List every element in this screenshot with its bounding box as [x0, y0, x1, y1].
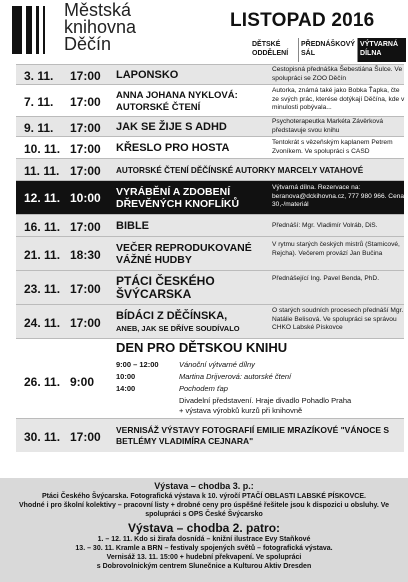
event-time: 17:00 — [70, 282, 101, 296]
event-date: 16. 11. — [24, 220, 61, 234]
event-time: 17:00 — [70, 69, 101, 83]
event-note: Tentokrát s vězeňským kaplanem Petrem Zvoníkem. Ve spolupráci s CASD — [272, 139, 393, 155]
schedule-time: 14:00 — [116, 384, 136, 393]
event-time: 9:00 — [70, 375, 95, 389]
library-name — [64, 2, 136, 53]
exhibition-text: Vernisáž 13. 11. 15:00 + hudební překvapení. Ve spolupráci — [106, 554, 302, 561]
event-time: 17:00 — [70, 95, 101, 109]
event-row — [16, 270, 404, 304]
event-row — [16, 304, 404, 338]
event-title: LAPONSKO — [116, 69, 179, 81]
header — [0, 0, 408, 64]
event-title: BIBLE — [116, 220, 149, 232]
exhibition-heading-3rd-floor: Výstava – chodba 3. p.: — [154, 481, 254, 491]
event-date: 23. 11. — [24, 282, 61, 296]
event-title: JAK SE ŽIJE S ADHD — [116, 121, 227, 133]
event-row-children-day — [16, 338, 404, 418]
event-row — [16, 418, 404, 452]
event-time: 17:00 — [70, 316, 101, 330]
event-date: 10. 11. — [24, 142, 61, 156]
event-date: 24. 11. — [24, 316, 61, 330]
schedule-item: Martina Drijverová: autorské čtení — [179, 372, 292, 381]
event-row — [16, 214, 404, 236]
legend-childrens-department: DĚTSKÉ ODDĚLENÍ — [252, 41, 289, 57]
event-title — [116, 310, 240, 335]
event-subtitle: ANEB, JAK SE DŘÍVE SOUDÍVALO — [116, 324, 240, 333]
schedule-item: Vánoční výtvarné dílny — [179, 360, 255, 369]
event-time: 17:00 — [70, 142, 101, 156]
library-name-line-1: Městská — [64, 0, 132, 20]
library-name-line-2: knihovna — [64, 17, 137, 37]
exhibitions-footer — [0, 478, 408, 582]
exhibition-text: Vhodné i pro školní kolektivy – pracovní listy + drobné ceny pro úspěšné řešitele jsou k dispozici u obsluhy. Ve spolupráci s OPS České Švýcarsko — [18, 502, 389, 518]
legend-art-workshop: VÝTVARNÁ DÍLNA — [357, 38, 406, 62]
department-legend — [250, 38, 406, 62]
event-date: 21. 11. — [24, 248, 61, 262]
event-date: 12. 11. — [24, 191, 61, 205]
schedule-time: 9:00 – 12:00 — [116, 360, 159, 369]
event-title: KŘESLO PRO HOSTA — [116, 142, 230, 154]
exhibition-text: 1. – 12. 11. Kdo si žirafa dosnídá – knižní ilustrace Evy Staňkové — [97, 536, 311, 543]
event-time: 10:00 — [70, 191, 101, 205]
event-title: VERNISÁŽ VÝSTAVY FOTOGRAFIÍ EMILIE MRAZÍKOVÉ "VÁNOCE S BETLÉMY VLADIMÍRA CEJNARA" — [116, 425, 390, 446]
schedule-item: Pochodem ťap — [179, 384, 228, 393]
legend-lecture-hall: PŘEDNÁŠKOVÝ SÁL — [298, 38, 357, 62]
event-date: 30. 11. — [24, 430, 61, 444]
event-row — [16, 64, 404, 84]
event-row — [16, 158, 404, 180]
exhibition-heading-2nd-floor: Výstava – chodba 2. patro: — [127, 521, 281, 535]
event-note: Cestopisná přednáška Šebestiána Šulce. Ve spolupráci se ZOO Děčín — [272, 66, 403, 82]
schedule-note: + výstava výrobků kurzů při knihovně — [179, 406, 303, 415]
event-row — [16, 180, 404, 214]
event-row — [16, 136, 404, 158]
event-title: DEN PRO DĚTSKOU KNIHU — [116, 340, 288, 355]
event-row — [16, 84, 404, 116]
month-title: LISTOPAD 2016 — [230, 10, 375, 31]
event-note: Psychoterapeutka Markéta Závěrková představuje svou knihu — [272, 118, 384, 134]
event-title: VEČER REPRODUKOVANÉ VÁŽNÉ HUDBY — [116, 242, 252, 266]
exhibition-text: s Dobrovolnickým centrem Slunečnice a Kulturou Aktiv Dresden — [96, 563, 312, 570]
library-logo-icon — [12, 6, 56, 54]
event-date: 9. 11. — [24, 121, 54, 135]
event-note: O starých soudních procesech přednáší Mgr. Natálie Belisová. Ve spolupráci se správou CHKO Labské Pískovce — [272, 307, 404, 331]
schedule-note: Divadelní představení. Hraje divadlo Pohadlo Praha — [179, 396, 352, 405]
event-date: 26. 11. — [24, 375, 61, 389]
event-time: 17:00 — [70, 220, 101, 234]
event-time: 18:30 — [70, 248, 101, 262]
event-note: V rytmu starých českých mistrů (Stamicové, Rejcha). Večerem provází Jan Bučina — [272, 241, 400, 257]
exhibition-text: Ptáci Českého Švýcarska. Fotografická výstava k 10. výročí PTAČÍ OBLASTI LABSKÉ PÍSKOVCE. — [42, 493, 366, 500]
event-title: AUTORSKÉ ČTENÍ DĚČÍNSKÉ AUTORKY MARCELY VATAHOVÉ — [116, 166, 364, 175]
event-time: 17:00 — [70, 121, 101, 135]
event-date: 11. 11. — [24, 164, 60, 178]
library-name-line-3: Děčín — [64, 34, 112, 54]
library-logo — [12, 2, 187, 58]
schedule-time: 10:00 — [116, 372, 136, 381]
event-note: Výtvarná dílna. Rezervace na: beranova@dckihovna.cz, 777 980 966. Cena 30,-/materiál — [272, 184, 405, 208]
event-title-main: BÍDÁCI Z DĚČÍNSKA, — [116, 310, 228, 322]
event-note: Autorka, známá také jako Bobka Ťapka, čte ze svých prác, kterése dotýkají Děčína, kde v minulosti pobývala... — [272, 87, 405, 111]
event-title: PTÁCI ČESKÉHO ŠVÝCARSKA — [116, 274, 215, 301]
exhibition-text: 13. – 30. 11. Kramle a BRN – festivaly spojených světů – fotografická výstava. — [75, 545, 333, 552]
event-time: 17:00 — [70, 164, 101, 178]
event-note: Přednášející Ing. Pavel Benda, PhD. — [272, 275, 380, 282]
event-title: VYRÁBĚNÍ A ZDOBENÍ DŘEVĚNÝCH KNOFLÍKŮ — [116, 186, 240, 210]
event-row — [16, 116, 404, 136]
event-note: Přednáší: Mgr. Vladimír Volráb, DiS. — [272, 222, 378, 229]
event-date: 7. 11. — [24, 95, 54, 109]
event-time: 17:00 — [70, 430, 101, 444]
event-date: 3. 11. — [24, 69, 54, 83]
event-list — [16, 64, 404, 452]
event-title: ANNA JOHANA NYKLOVÁ: AUTORSKÉ ČTENÍ — [116, 90, 238, 113]
event-row — [16, 236, 404, 270]
